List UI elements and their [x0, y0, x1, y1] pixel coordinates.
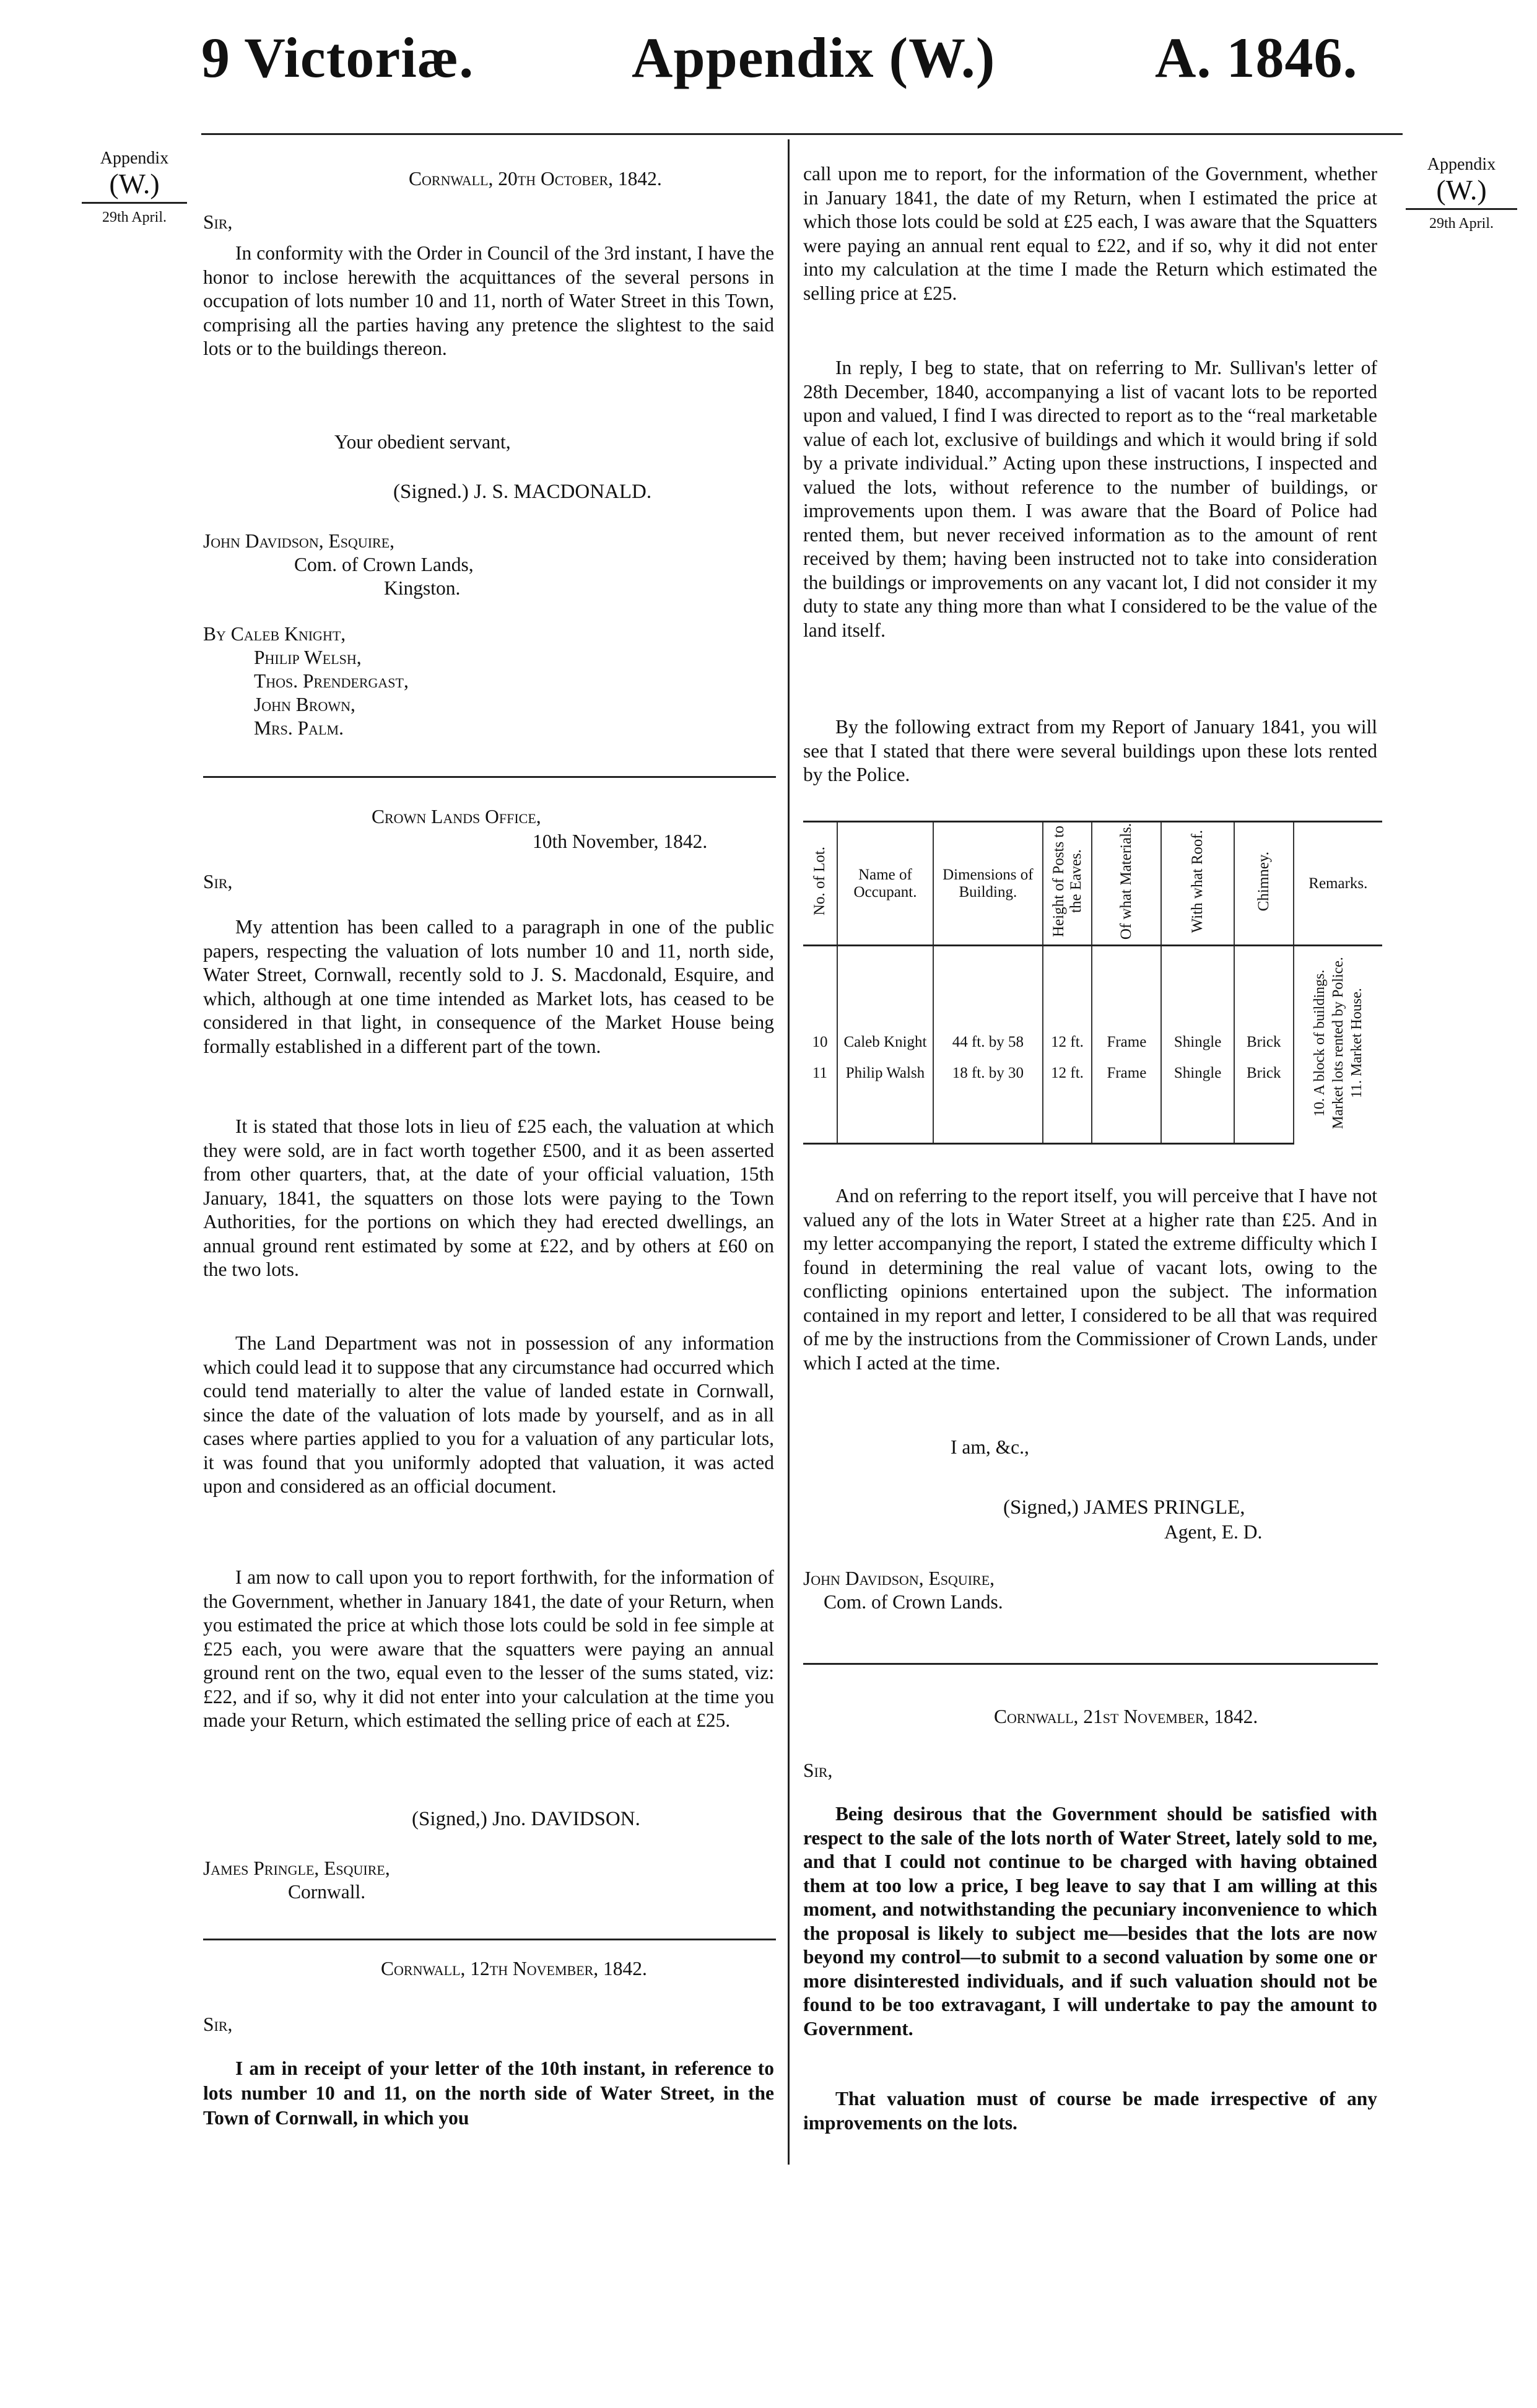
letter3-addressee-2: Com. of Crown Lands. [824, 1591, 1003, 1613]
occupant-cell: Caleb Knight [837, 946, 933, 1051]
letter2-place: Crown Lands Office, [372, 806, 541, 827]
lots-table-header-row [803, 822, 1382, 946]
letter3-signer-title: Agent, E. D. [1164, 1521, 1263, 1543]
lot-number-cell: 11 [803, 1051, 837, 1144]
col-chimney: Chimney. [1234, 822, 1294, 946]
header-rule [201, 133, 1403, 135]
letter1-by-5: Mrs. Palm. [254, 717, 344, 739]
header-appendix: Appendix (W.) [632, 26, 996, 89]
occupant-cell: Philip Walsh [837, 1051, 933, 1144]
column-divider [788, 139, 790, 2165]
remarks-cell: 10. A block of buildings. Market lots rented by Police. 11. Market House. [1294, 946, 1382, 1144]
margin-note-left-date: 29th April. [82, 202, 187, 227]
table-row [803, 946, 1382, 1051]
chimney-cell: Brick [1234, 1051, 1294, 1144]
letter4-paragraph-2: That valuation must of course be made irrespective of any improvements on the lots. [803, 2088, 1377, 2134]
letter3-paragraph-4: And on referring to the report itself, you will perceive that I have not valued any of the lots in Water Street at a higher rate than £25. And in my letter accompanying the report, I stated the extreme difficulty which I found in determining the real value of vacant lots, owing to the conflicting opinions entertained upon the subject. The information contained in my report and letter, I considered to be all that was required of me by the instructions from the Commissioner of Crown Lands, under which I acted at the time. [803, 1185, 1377, 1374]
margin-note-left [82, 149, 187, 227]
letter3-salutation: Sir, [203, 2013, 233, 2035]
letter1-by-1: By Caleb Knight, [203, 623, 346, 645]
letter3-paragraph-3: By the following extract from my Report of January 1841, you will see that I stated that there were several buildings upon these lots rented by the Police. [803, 716, 1377, 785]
letter1-body: In conformity with the Order in Council of the 3rd instant, I have the honor to inclose herewith the acquittances of the several persons in occupation of lots number 10 and 11, north of Water Street in this Town, comprising all the parties having any pretence the slightest to the said lots or to the buildings thereon. [203, 242, 774, 359]
col-materials: Of what Materials. [1092, 822, 1161, 946]
letter1-by-2: Philip Welsh, [254, 647, 362, 668]
letter1-addressee-2: Com. of Crown Lands, [294, 554, 474, 575]
height-cell: 12 ft. [1043, 946, 1092, 1051]
margin-note-right [1406, 155, 1517, 233]
letter2-salutation: Sir, [203, 871, 233, 892]
letter1-addressee-1: John Davidson, Esquire, [203, 530, 395, 552]
letter3-signature: (Signed,) JAMES PRINGLE, [1003, 1496, 1245, 1519]
materials-cell: Frame [1092, 1051, 1161, 1144]
letter2-paragraph-4: I am now to call upon you to report forthwith, for the information of the Government, whether in January 1841, the date of your Return, when you estimated the price at which those lots could be sold in fee simple at £25 each, you were aware that the squatters were paying an annual ground rent on the two, equal even to the lesser of the sums stated, viz: £22, and if so, why it did not enter into your calculation at the time you made your Return, which estimated the selling price of each at £25. [203, 1566, 774, 1731]
letter3-paragraph-1-cont: call upon me to report, for the information of the Government, whether in January 1841, the date of my Return, when I estimated the price at which those lots could be sold at £25 each, I was aware that the Squatters were paying an annual rent equal to £22, and if so, why it did not enter into my calculation at the time I made the Return which estimated the selling price at £25. [803, 163, 1377, 304]
header-year: A. 1846. [1155, 26, 1358, 89]
margin-note-left-label: Appendix [100, 149, 169, 168]
dimensions-cell: 44 ft. by 58 [933, 946, 1043, 1051]
letter1-signature: (Signed.) J. S. MACDONALD. [393, 481, 652, 503]
letter3-closing: I am, &c., [951, 1436, 1029, 1458]
letter2-addressee-2: Cornwall. [288, 1881, 366, 1903]
col-occupant: Name of Occupant. [837, 822, 933, 946]
dimensions-cell: 18 ft. by 30 [933, 1051, 1043, 1144]
letter3-place-date: Cornwall, 12th November, 1842. [381, 1958, 647, 1979]
letter3-addressee-1: John Davidson, Esquire, [803, 1568, 995, 1589]
margin-note-right-label: Appendix [1427, 155, 1496, 174]
materials-cell: Frame [1092, 946, 1161, 1051]
letter1-salutation: Sir, [203, 211, 233, 233]
height-cell: 12 ft. [1043, 1051, 1092, 1144]
header-session: 9 Victoriæ. [201, 26, 474, 89]
letter1-place-date: Cornwall, 20th October, 1842. [409, 168, 662, 190]
col-lot-number: No. of Lot. [811, 847, 828, 916]
col-dimensions: Dimensions of Building. [933, 822, 1043, 946]
margin-note-left-letter: (W.) [109, 168, 160, 199]
letter3-paragraph-2: In reply, I beg to state, that on referring to Mr. Sullivan's letter of 28th December, 1840, accompanying a list of vacant lots to be reported upon and valued, I find I was directed to report as to the “real marketable value of each lot, exclusive of buildings and which it would bring if sold by a private individual.” Acting upon these instructions, I inspected and valued the lots, without reference to the number of buildings, or improvements upon them. I was aware that the Board of Police had rented them, but never received information as to the amount of rent received by them; having been instructed not to take into consideration the buildings or improvements on any vacant lot, I did not consider it my duty to state any thing more than what I considered to be the value of the land itself. [803, 357, 1377, 641]
letter2-paragraph-3: The Land Department was not in possession of any information which could lead it to suppose that any circumstance had occurred which could tend materially to alter the value of landed estate in Cornwall, since the date of the valuation of lots made by yourself, and as in all cases where parties applied to you for a valuation of any particular lots, it was found that you uniformly adopted that valuation, it was acted upon and considered as an official document. [203, 1332, 774, 1497]
letter4-place-date: Cornwall, 21st November, 1842. [994, 1706, 1258, 1727]
divider-1 [203, 776, 776, 778]
letter1-by-4: John Brown, [254, 694, 355, 715]
letter1-closing: Your obedient servant, [334, 431, 511, 453]
letter1-addressee-3: Kingston. [384, 577, 461, 599]
divider-3 [803, 1663, 1378, 1665]
letter4-salutation: Sir, [803, 1760, 833, 1781]
col-roof: With what Roof. [1161, 822, 1234, 946]
letter2-paragraph-1: My attention has been called to a paragraph in one of the public papers, respecting the valuation of lots number 10 and 11, north side, Water Street, Cornwall, recently sold to J. S. Macdonald, Esquire, and which, although at one time intended as Market lots, has ceased to be considered in that light, in consequence of the Market House being formally established in a different part of the town. [203, 916, 774, 1057]
letter2-addressee-1: James Pringle, Esquire, [203, 1857, 390, 1879]
margin-note-right-letter: (W.) [1436, 174, 1487, 206]
col-remarks: Remarks. [1294, 822, 1382, 946]
letter1-by-3: Thos. Prendergast, [254, 670, 409, 692]
chimney-cell: Brick [1234, 946, 1294, 1051]
lots-table [803, 821, 1382, 1145]
col-height: Height of Posts to the Eaves. [1043, 822, 1092, 946]
letter2-signature: (Signed,) Jno. DAVIDSON. [412, 1808, 640, 1830]
letter3-paragraph-1-start: I am in receipt of your letter of the 10th instant, in reference to lots number 10 and 11, on the north side of Water Street, in the Town of Cornwall, in which you [203, 2057, 774, 2129]
margin-note-right-date: 29th April. [1406, 208, 1517, 233]
roof-cell: Shingle [1161, 1051, 1234, 1144]
letter2-paragraph-2: It is stated that those lots in lieu of £25 each, the valuation at which they were sold, are in fact worth together £500, and it as been asserted from other quarters, that, at the date of your official valuation, 15th January, 1841, the squatters on those lots were paying to the Town Authorities, for the portions on which they had erected dwellings, an annual ground rent estimated by some at £22, and by others at £60 on the two lots. [203, 1115, 774, 1280]
lot-number-cell: 10 [812, 1033, 828, 1050]
letter4-paragraph-1: Being desirous that the Government should be satisfied with respect to the sale of the lots north of Water Street, lately sold to me, and that I could not continue to be charged with having obtained them at too low a price, I beg leave to say that I am willing at this moment, and notwithstanding the pecuniary inconvenience to which the proposal is likely to subject me—besides that the lots are now beyond my control—to submit to a second valuation by some one or more disinterested individuals, and if such valuation should not be found to be too extravagant, I will undertake to pay the amount to Government. [803, 1803, 1377, 2039]
divider-2 [203, 1939, 776, 1940]
roof-cell: Shingle [1161, 946, 1234, 1051]
letter2-date: 10th November, 1842. [533, 831, 708, 852]
